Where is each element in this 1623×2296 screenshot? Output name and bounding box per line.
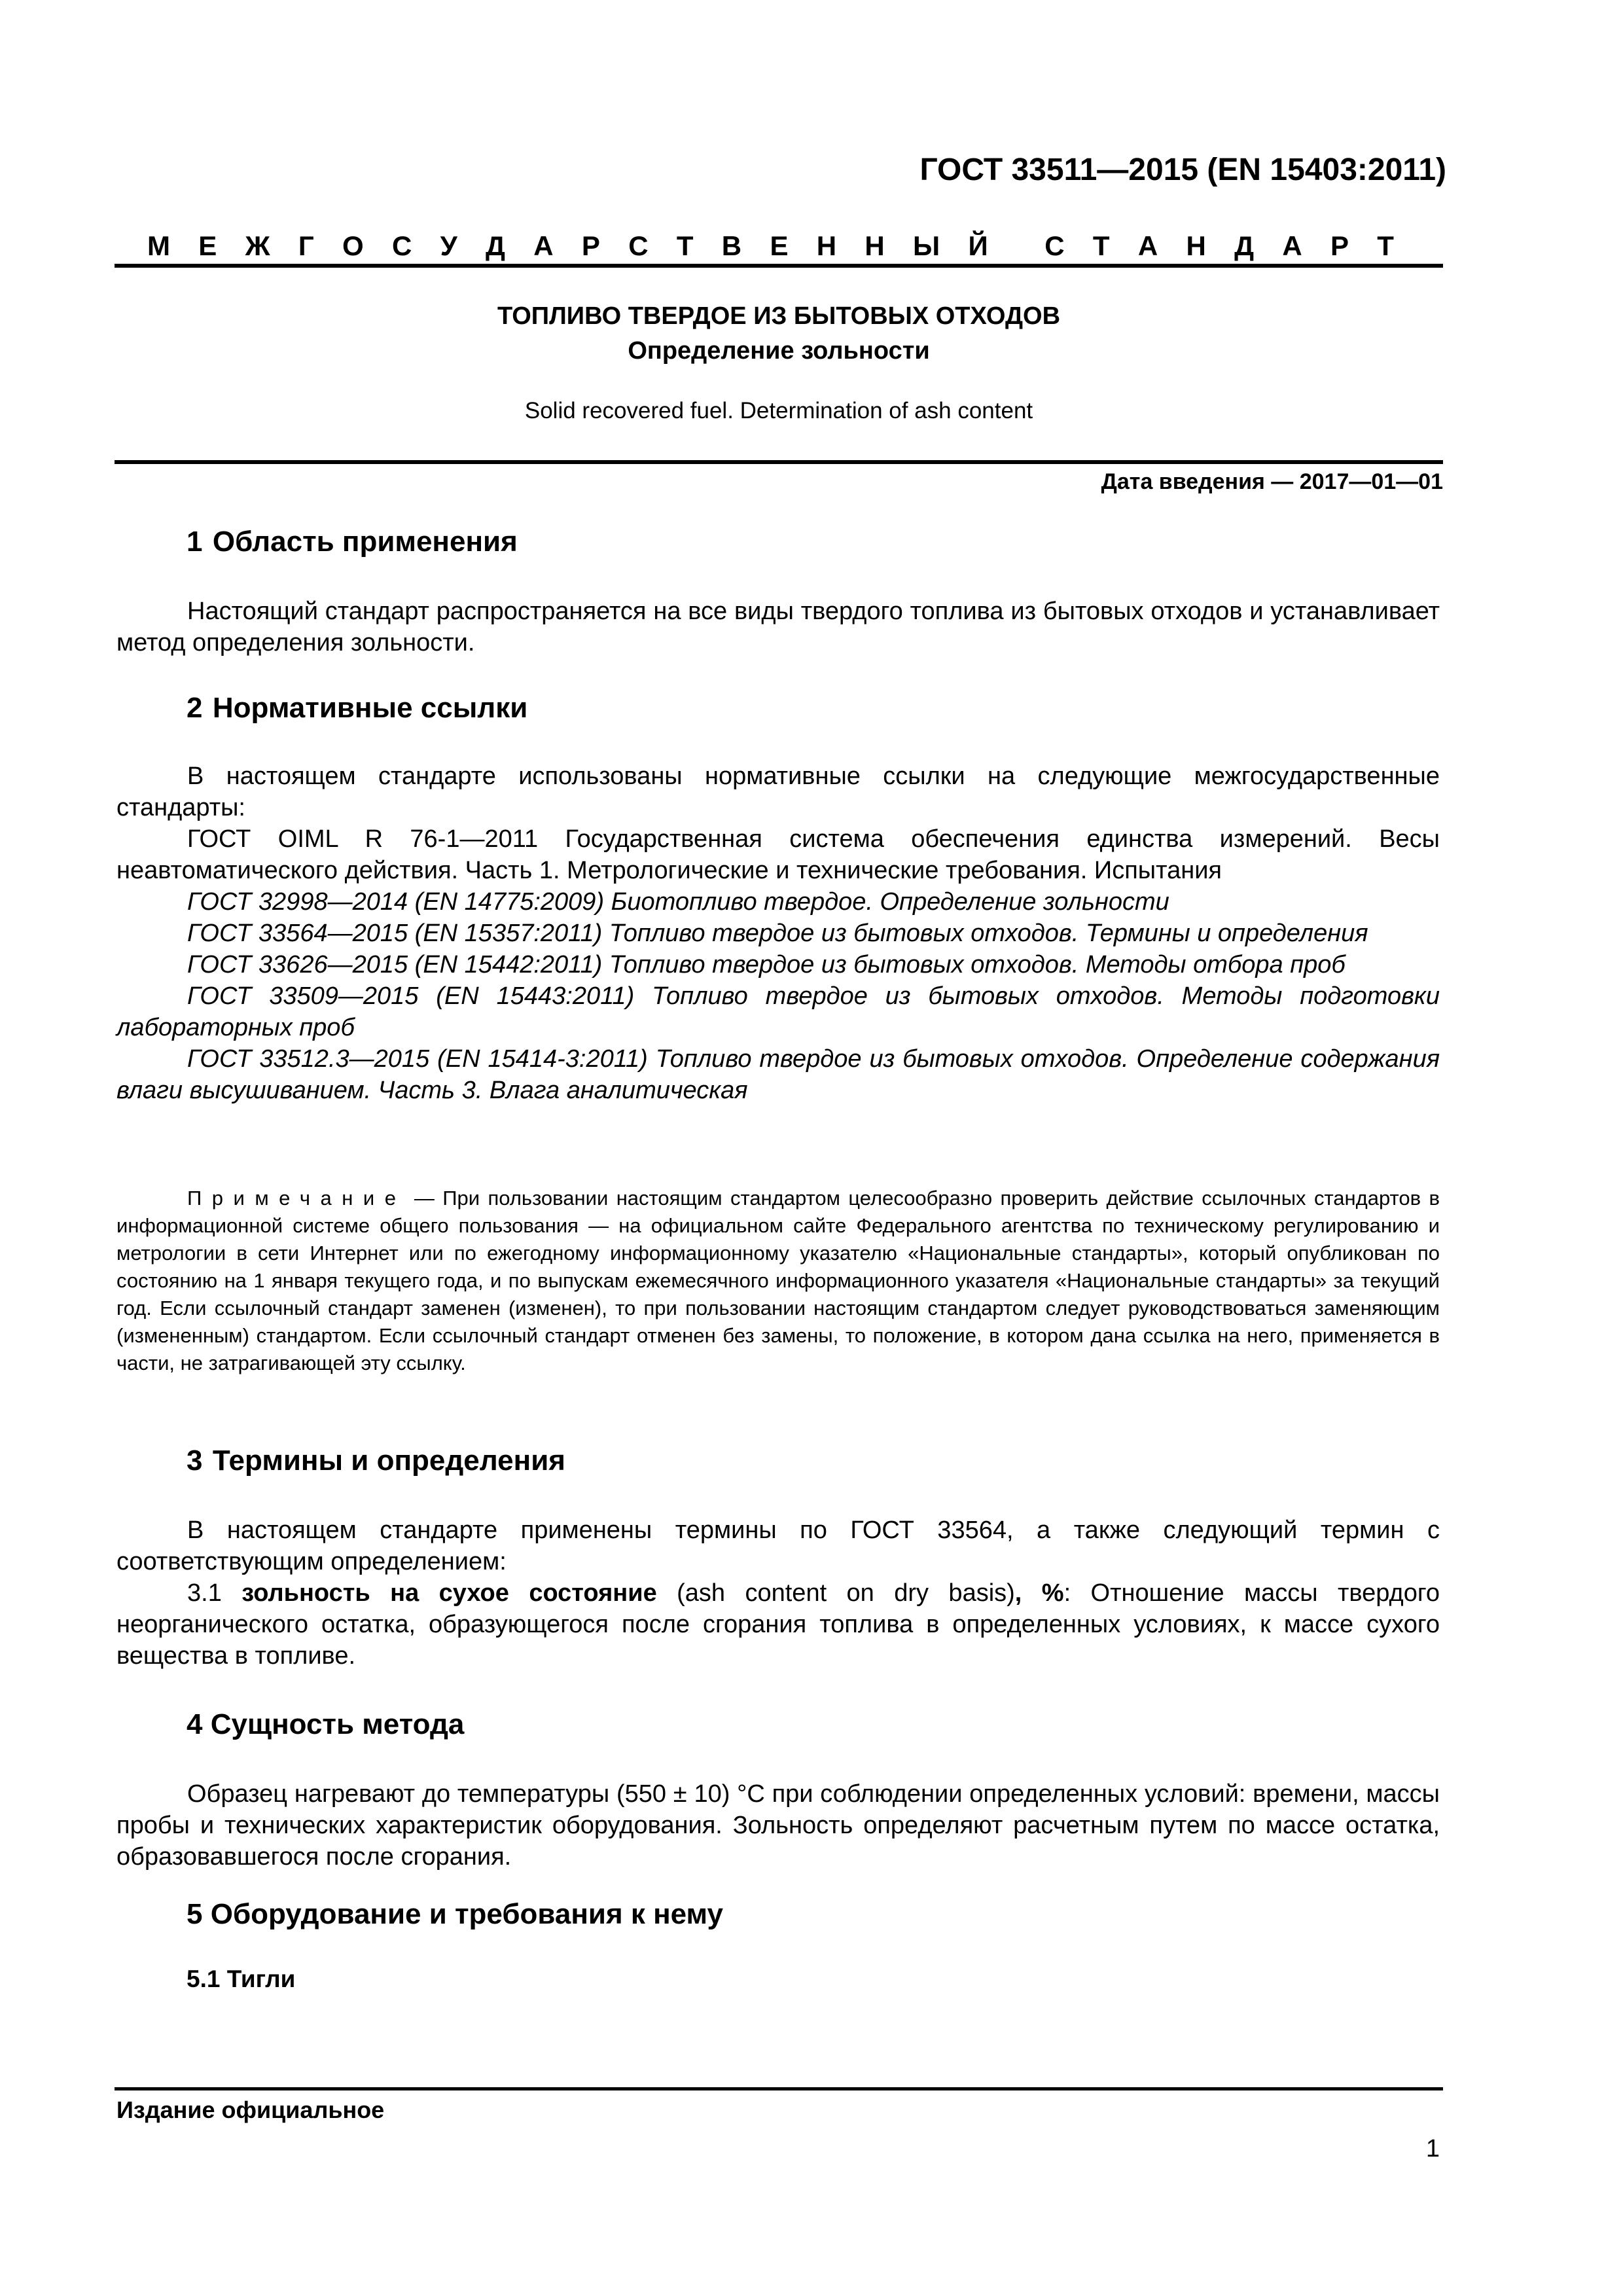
section-title: Сущность метода bbox=[210, 1708, 465, 1740]
section-title: Оборудование и требования к нему bbox=[210, 1898, 723, 1930]
document-title: ТОПЛИВО ТВЕРДОЕ ИЗ БЫТОВЫХ ОТХОДОВ bbox=[497, 302, 1061, 330]
interstate-standard-banner bbox=[147, 230, 1394, 262]
edition-label: Издание официальное bbox=[116, 2096, 385, 2123]
term: зольность на сухое состояние bbox=[241, 1579, 657, 1607]
section-1-body bbox=[116, 596, 1440, 658]
banner-letter: С bbox=[1044, 230, 1065, 261]
section-title: Область применения bbox=[212, 526, 518, 558]
subsection-5-1-heading: 5.1 Тигли bbox=[187, 1965, 296, 1992]
banner-letter: Д bbox=[1234, 230, 1255, 261]
section-3-heading bbox=[187, 1444, 565, 1477]
term-definition bbox=[116, 1577, 1440, 1672]
reference-item: ГОСТ OIML R 76-1—2011 Государственная система обеспечения единства измерений. Весы неавтоматического действия. Часть 1. Метрологические и технические требования. Испытания bbox=[116, 825, 1440, 884]
reference-item: ГОСТ 33512.3—2015 (EN 15414-3:2011) Топливо твердое из бытовых отходов. Определение содержания влаги высушиванием. Часть 3. Влага аналитическая bbox=[116, 1045, 1440, 1104]
paragraph: В настоящем стандарте применены термины по ГОСТ 33564, а также следующий термин с соответствующим определением: bbox=[116, 1516, 1440, 1575]
banner-letter: Н bbox=[865, 230, 885, 261]
section-title: Термины и определения bbox=[212, 1444, 565, 1477]
banner-letter: Н bbox=[1186, 230, 1206, 261]
section-4-heading bbox=[187, 1708, 464, 1741]
banner-letter: Е bbox=[198, 230, 217, 261]
section-title: Нормативные ссылки bbox=[212, 692, 528, 724]
reference-item: ГОСТ 32998—2014 (EN 14775:2009) Биотопливо твердое. Определение зольности bbox=[187, 888, 1169, 916]
section-number: 2 bbox=[187, 692, 203, 724]
banner-letter: А bbox=[1282, 230, 1302, 261]
page-number: 1 bbox=[1425, 2135, 1440, 2162]
section-number: 3 bbox=[187, 1444, 203, 1477]
section-2-body bbox=[116, 761, 1440, 1106]
header-rule bbox=[115, 264, 1443, 268]
section-5-heading bbox=[187, 1898, 723, 1931]
banner-letter: А bbox=[1137, 230, 1158, 261]
banner-letter: М bbox=[147, 230, 170, 261]
paragraph: Настоящий стандарт распространяется на все виды твердого топлива из бытовых отходов и устанавливает метод определения зольности. bbox=[116, 598, 1440, 656]
document-code: ГОСТ 33511—2015 (EN 15403:2011) bbox=[919, 152, 1446, 187]
reference-item: ГОСТ 33626—2015 (EN 15442:2011) Топливо твердое из бытовых отходов. Методы отбора проб bbox=[187, 951, 1346, 978]
section-number: 1 bbox=[187, 526, 203, 558]
section-2-heading bbox=[187, 692, 527, 725]
document-subtitle: Определение зольности bbox=[628, 337, 930, 365]
banner-letter: О bbox=[342, 230, 364, 261]
footer-rule bbox=[115, 2087, 1443, 2090]
banner-letter: Ы bbox=[913, 230, 940, 261]
section-3-body bbox=[116, 1515, 1440, 1672]
reference-item: ГОСТ 33509—2015 (EN 15443:2011) Топливо твердое из бытовых отходов. Методы подготовки лабораторных проб bbox=[116, 982, 1440, 1041]
banner-letter: Т bbox=[676, 230, 694, 261]
term-unit: , % bbox=[1014, 1579, 1064, 1607]
paragraph: Образец нагревают до температуры (550 ± 10) °С при соблюдении определенных условий: времени, массы пробы и технических характеристик оборудования. Зольность определяют расчетным путем по массе остатка, образовавшегося после сгорания. bbox=[116, 1780, 1440, 1871]
term-english: (ash content on dry basis) bbox=[656, 1579, 1015, 1607]
banner-letter: Г bbox=[298, 230, 314, 261]
note bbox=[116, 1185, 1440, 1377]
banner-letter: У bbox=[440, 230, 457, 261]
section-4-body bbox=[116, 1778, 1440, 1873]
banner-letter: Й bbox=[968, 230, 988, 261]
banner-letter: Р bbox=[1330, 230, 1349, 261]
banner-letter: В bbox=[721, 230, 742, 261]
banner-letter: Д bbox=[486, 230, 505, 261]
banner-letter: С bbox=[628, 230, 649, 261]
banner-letter: С bbox=[391, 230, 412, 261]
section-1-heading bbox=[187, 526, 518, 558]
banner-letter: Р bbox=[581, 230, 600, 261]
banner-letter: А bbox=[533, 230, 554, 261]
section-number: 4 bbox=[187, 1708, 203, 1740]
title-rule bbox=[115, 460, 1443, 464]
term-number: 3.1 bbox=[187, 1579, 242, 1607]
note-text: — При пользовании настоящим стандартом целесообразно проверить действие ссылочных стандартов в информационной системе общего пользования — на официальном сайте Федерального агентства по техническому регулированию и метрологии в сети Интернет или по ежегодному информационному указателю «Национальные стандарты», который опубликован по состоянию на 1 января текущего года, и по выпускам ежемесячного информационного указателя «Национальные стандарты» за текущий год. Если ссылочный стандарт заменен (изменен), то при пользовании настоящим стандартом следует руководствоваться заменяющим (измененным) стандартом. Если ссылочный стандарт отменен без замены, то положение, в котором дана ссылка на него, применяется в части, не затрагивающей эту ссылку. bbox=[116, 1187, 1440, 1374]
introduction-date: Дата введения — 2017—01—01 bbox=[1101, 469, 1443, 494]
term-definition-text: : Отношение массы твердого неорганического остатка, образующегося после сгорания топлива в определенных условиях, к массе сухого вещества в топливе. bbox=[116, 1579, 1440, 1670]
reference-item: ГОСТ 33564—2015 (EN 15357:2011) Топливо твердое из бытовых отходов. Термины и определения bbox=[187, 920, 1368, 947]
section-number: 5 bbox=[187, 1898, 203, 1930]
banner-letter: Т bbox=[1092, 230, 1110, 261]
banner-letter: Е bbox=[770, 230, 789, 261]
banner-letter: Ж bbox=[245, 230, 270, 261]
note-label: Примечание bbox=[187, 1187, 406, 1210]
banner-letter: Н bbox=[816, 230, 837, 261]
paragraph: В настоящем стандарте использованы нормативные ссылки на следующие межгосударственные стандарты: bbox=[116, 762, 1440, 821]
banner-letter: Т bbox=[1377, 230, 1394, 261]
english-title: Solid recovered fuel. Determination of ash content bbox=[524, 398, 1033, 423]
